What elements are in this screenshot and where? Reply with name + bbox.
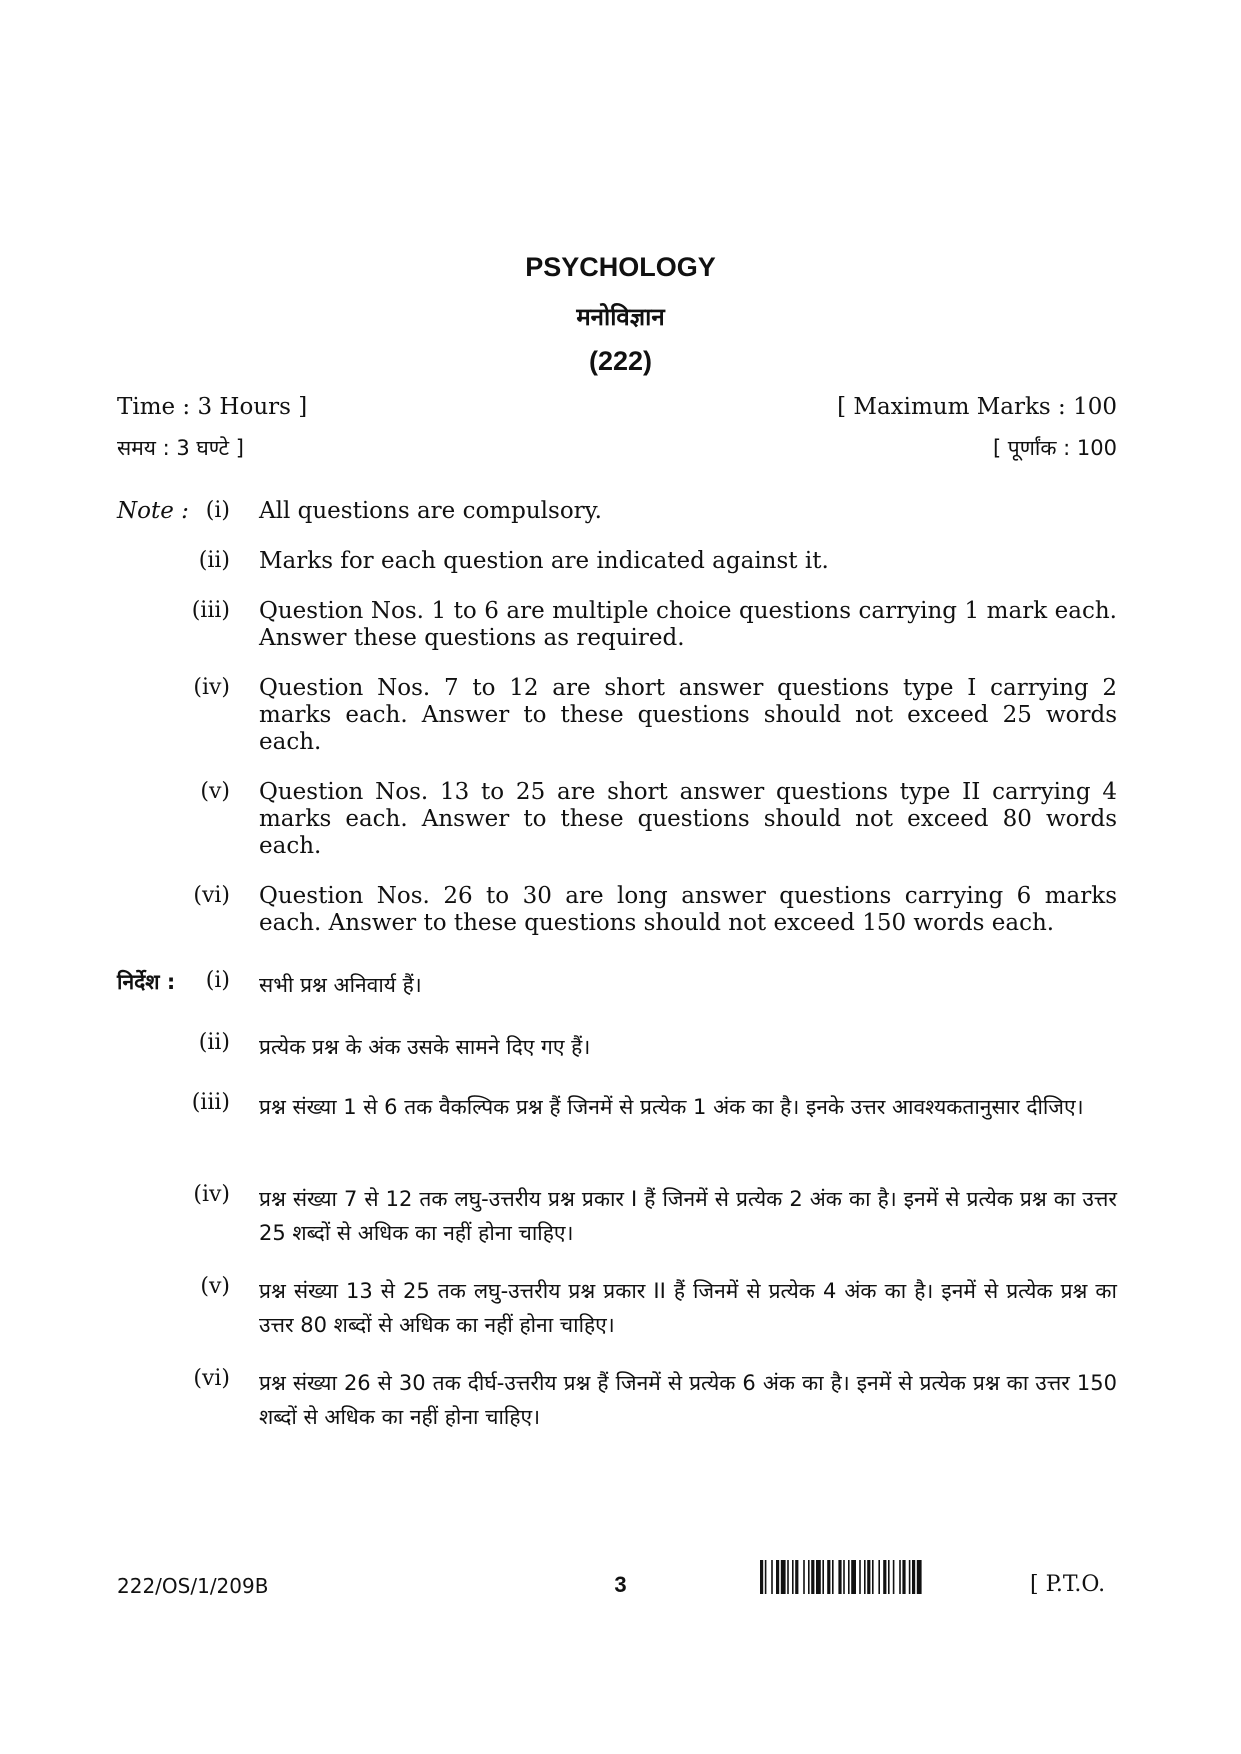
note-item-number: (ii) xyxy=(198,548,230,573)
note-item-number: (iv) xyxy=(193,675,230,700)
note-item-number: (i) xyxy=(205,498,230,523)
nirdesh-item-text: प्रश्न संख्या 26 से 30 तक दीर्घ-उत्तरीय प्रश्न हैं जिनमें से प्रत्येक 6 अंक का है। इनमें से प्रत्येक प्रश्न का उत्तर 150 शब्दों से अधिक का नहीं होना चाहिए। xyxy=(259,1371,1117,1429)
nirdesh-item-text: प्रश्न संख्या 13 से 25 तक लघु-उत्तरीय प्रश्न प्रकार II हैं जिनमें से प्रत्येक 4 अंक का है। इनमें से प्रत्येक प्रश्न का उत्तर 80 शब्दों से अधिक का नहीं होना चाहिए। xyxy=(259,1279,1117,1337)
paper-title: PSYCHOLOGY xyxy=(525,252,716,282)
note-item-text: Question Nos. 1 to 6 are multiple choice questions carrying 1 mark each. Answer these questions as required. xyxy=(259,598,1117,651)
note-item-text: Question Nos. 26 to 30 are long answer questions carrying 6 marks each. Answer to these questions should not exceed 150 words each. xyxy=(259,883,1117,936)
nirdesh-item-number: (v) xyxy=(200,1274,230,1299)
note-item-number: (v) xyxy=(200,779,230,804)
nirdesh-label: निर्देश : xyxy=(117,970,176,994)
time-allowed-hindi: समय : 3 घण्टे ] xyxy=(117,436,245,460)
nirdesh-item-text: सभी प्रश्न अनिवार्य हैं। xyxy=(259,973,422,997)
paper-title-hindi: मनोविज्ञान xyxy=(576,303,665,331)
nirdesh-item-text: प्रत्येक प्रश्न के अंक उसके सामने दिए गए हैं। xyxy=(259,1035,591,1059)
barcode xyxy=(760,1560,1020,1594)
nirdesh-item-text: प्रश्न संख्या 1 से 6 तक वैकल्पिक प्रश्न हैं जिनमें से प्रत्येक 1 अंक का है। इनके उत्तर आवश्यकतानुसार दीजिए। xyxy=(259,1095,1084,1119)
nirdesh-item-number: (ii) xyxy=(198,1030,230,1055)
page-number: 3 xyxy=(614,1572,627,1597)
time-allowed: Time : 3 Hours ] xyxy=(117,394,308,420)
note-item-text: All questions are compulsory. xyxy=(259,498,602,524)
nirdesh-item-text: प्रश्न संख्या 7 से 12 तक लघु-उत्तरीय प्रश्न प्रकार I हैं जिनमें से प्रत्येक 2 अंक का है। इनमें से प्रत्येक प्रश्न का उत्तर 25 शब्दों से अधिक का नहीं होना चाहिए। xyxy=(259,1187,1117,1245)
paper-code: 222/OS/1/209B xyxy=(117,1574,269,1598)
subject-code: (222) xyxy=(588,346,653,376)
nirdesh-item-number: (i) xyxy=(205,968,230,993)
note-item-text: Question Nos. 13 to 25 are short answer questions type II carrying 4 marks each. Answer to these questions should not exceed 80 words each. xyxy=(259,779,1117,859)
note-item-number: (iii) xyxy=(191,598,230,623)
note-item-text: Marks for each question are indicated against it. xyxy=(259,548,829,574)
maximum-marks-hindi: [ पूर्णांक : 100 xyxy=(992,436,1117,460)
please-turn-over: [ P.T.O. xyxy=(1030,1572,1106,1597)
note-label: Note : xyxy=(117,498,189,524)
nirdesh-item-number: (iii) xyxy=(191,1090,230,1115)
nirdesh-item-number: (vi) xyxy=(193,1366,230,1391)
maximum-marks: [ Maximum Marks : 100 xyxy=(837,394,1117,420)
note-item-number: (vi) xyxy=(193,883,230,908)
note-item-text: Question Nos. 7 to 12 are short answer questions type I carrying 2 marks each. Answer to these questions should not exceed 25 words each. xyxy=(259,675,1117,755)
nirdesh-item-number: (iv) xyxy=(193,1182,230,1207)
